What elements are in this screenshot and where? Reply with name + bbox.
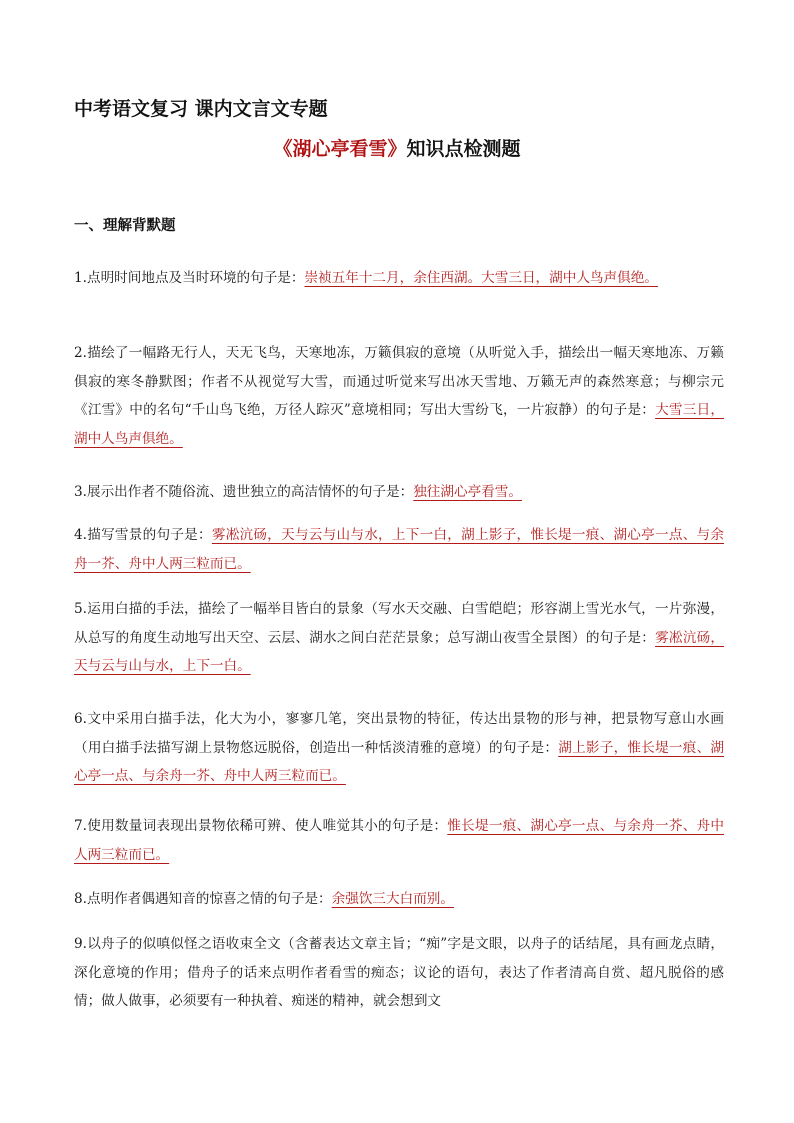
question-prompt: 1.点明时间地点及当时环境的句子是： xyxy=(74,270,305,286)
question-9 xyxy=(74,930,724,1016)
section-heading: 一、理解背默题 xyxy=(74,218,176,234)
question-prompt: 8.点明作者偶遇知音的惊喜之情的句子是： xyxy=(74,891,332,907)
question-prompt: 6.文中采用白描手法，化大为小，寥寥几笔，突出景物的特征，传达出景物的形与神，把景物写意山水画（用白描手法描写湖上景物悠远脱俗，创造出一种恬淡清雅的意境）的句子是： xyxy=(74,711,724,756)
question-prompt: 5.运用白描的手法，描绘了一幅举目皆白的景象（写水天交融、白雪皑皑；形容湖上雪光水气，一片弥漫，从总写的角度生动地写出天空、云层、湖水之间白茫茫景象；总写湖山夜雪全景图）的句子是： xyxy=(74,601,724,646)
question-1 xyxy=(74,264,724,293)
question-8 xyxy=(74,885,724,914)
question-2 xyxy=(74,339,724,453)
question-5 xyxy=(74,595,724,681)
header-subtitle: 中考语文复习 课内文言文专题 xyxy=(74,98,328,120)
question-answer: 雾凇沆砀，天与云与山与水，上下一白，湖上影子，惟长堤一痕、湖心亭一点、与余舟一芥、舟中人两三粒而已。 xyxy=(74,527,724,572)
question-6 xyxy=(74,705,724,791)
question-prompt: 9.以舟子的似嗔似怪之语收束全文（含蓄表达文章主旨；“痴”字是文眼，以舟子的话结尾，具有画龙点睛，深化意境的作用；借舟子的话来点明作者看雪的痴态；议论的语句，表达了作者清高自赏、超凡脱俗的感情；做人做事，必须要有一种执着、痴迷的精神，就会想到文 xyxy=(74,936,724,1009)
question-prompt: 4.描写雪景的句子是： xyxy=(74,527,212,543)
title-book-name: 《湖心亭看雪》 xyxy=(273,138,407,160)
question-3 xyxy=(74,478,724,507)
question-answer: 湖上影子，惟长堤一痕、湖心亭一点、与余舟一芥、舟中人两三粒而已。 xyxy=(74,739,725,784)
question-7 xyxy=(74,812,724,869)
question-answer: 独往湖心亭看雪。 xyxy=(413,484,522,500)
question-prompt: 3.展示出作者不随俗流、遗世独立的高洁情怀的句子是： xyxy=(74,484,414,500)
question-answer: 雾凇沆砀，天与云与山与水，上下一白。 xyxy=(74,629,725,674)
question-answer: 崇祯五年十二月，余住西湖。大雪三日，湖中人鸟声俱绝。 xyxy=(304,270,658,286)
question-prompt: 2.描绘了一幅路无行人，天无飞鸟，天寒地冻，万籁俱寂的意境（从听觉入手，描绘出一幅天寒地冻、万籁俱寂的寒冬静默图；作者不从视觉写大雪，而通过听觉来写出冰天雪地、万籁无声的森然寒意；与柳宗元《江雪》中的名句“千山鸟飞绝，万径人踪灭”意境相同；写出大雪纷飞，一片寂静）的句子是： xyxy=(74,345,724,418)
question-4 xyxy=(74,521,724,578)
question-prompt: 7.使用数量词表现出景物依稀可辨、使人唯觉其小的句子是： xyxy=(74,818,448,834)
question-answer: 惟长堤一痕、湖心亭一点、与余舟一芥、舟中人两三粒而已。 xyxy=(74,818,725,863)
question-answer: 余强饮三大白而别。 xyxy=(331,891,454,907)
title-rest: 知识点检测题 xyxy=(406,138,521,160)
question-answer: 大雪三日，湖中人鸟声俱绝。 xyxy=(74,402,724,447)
page-title xyxy=(0,136,794,162)
